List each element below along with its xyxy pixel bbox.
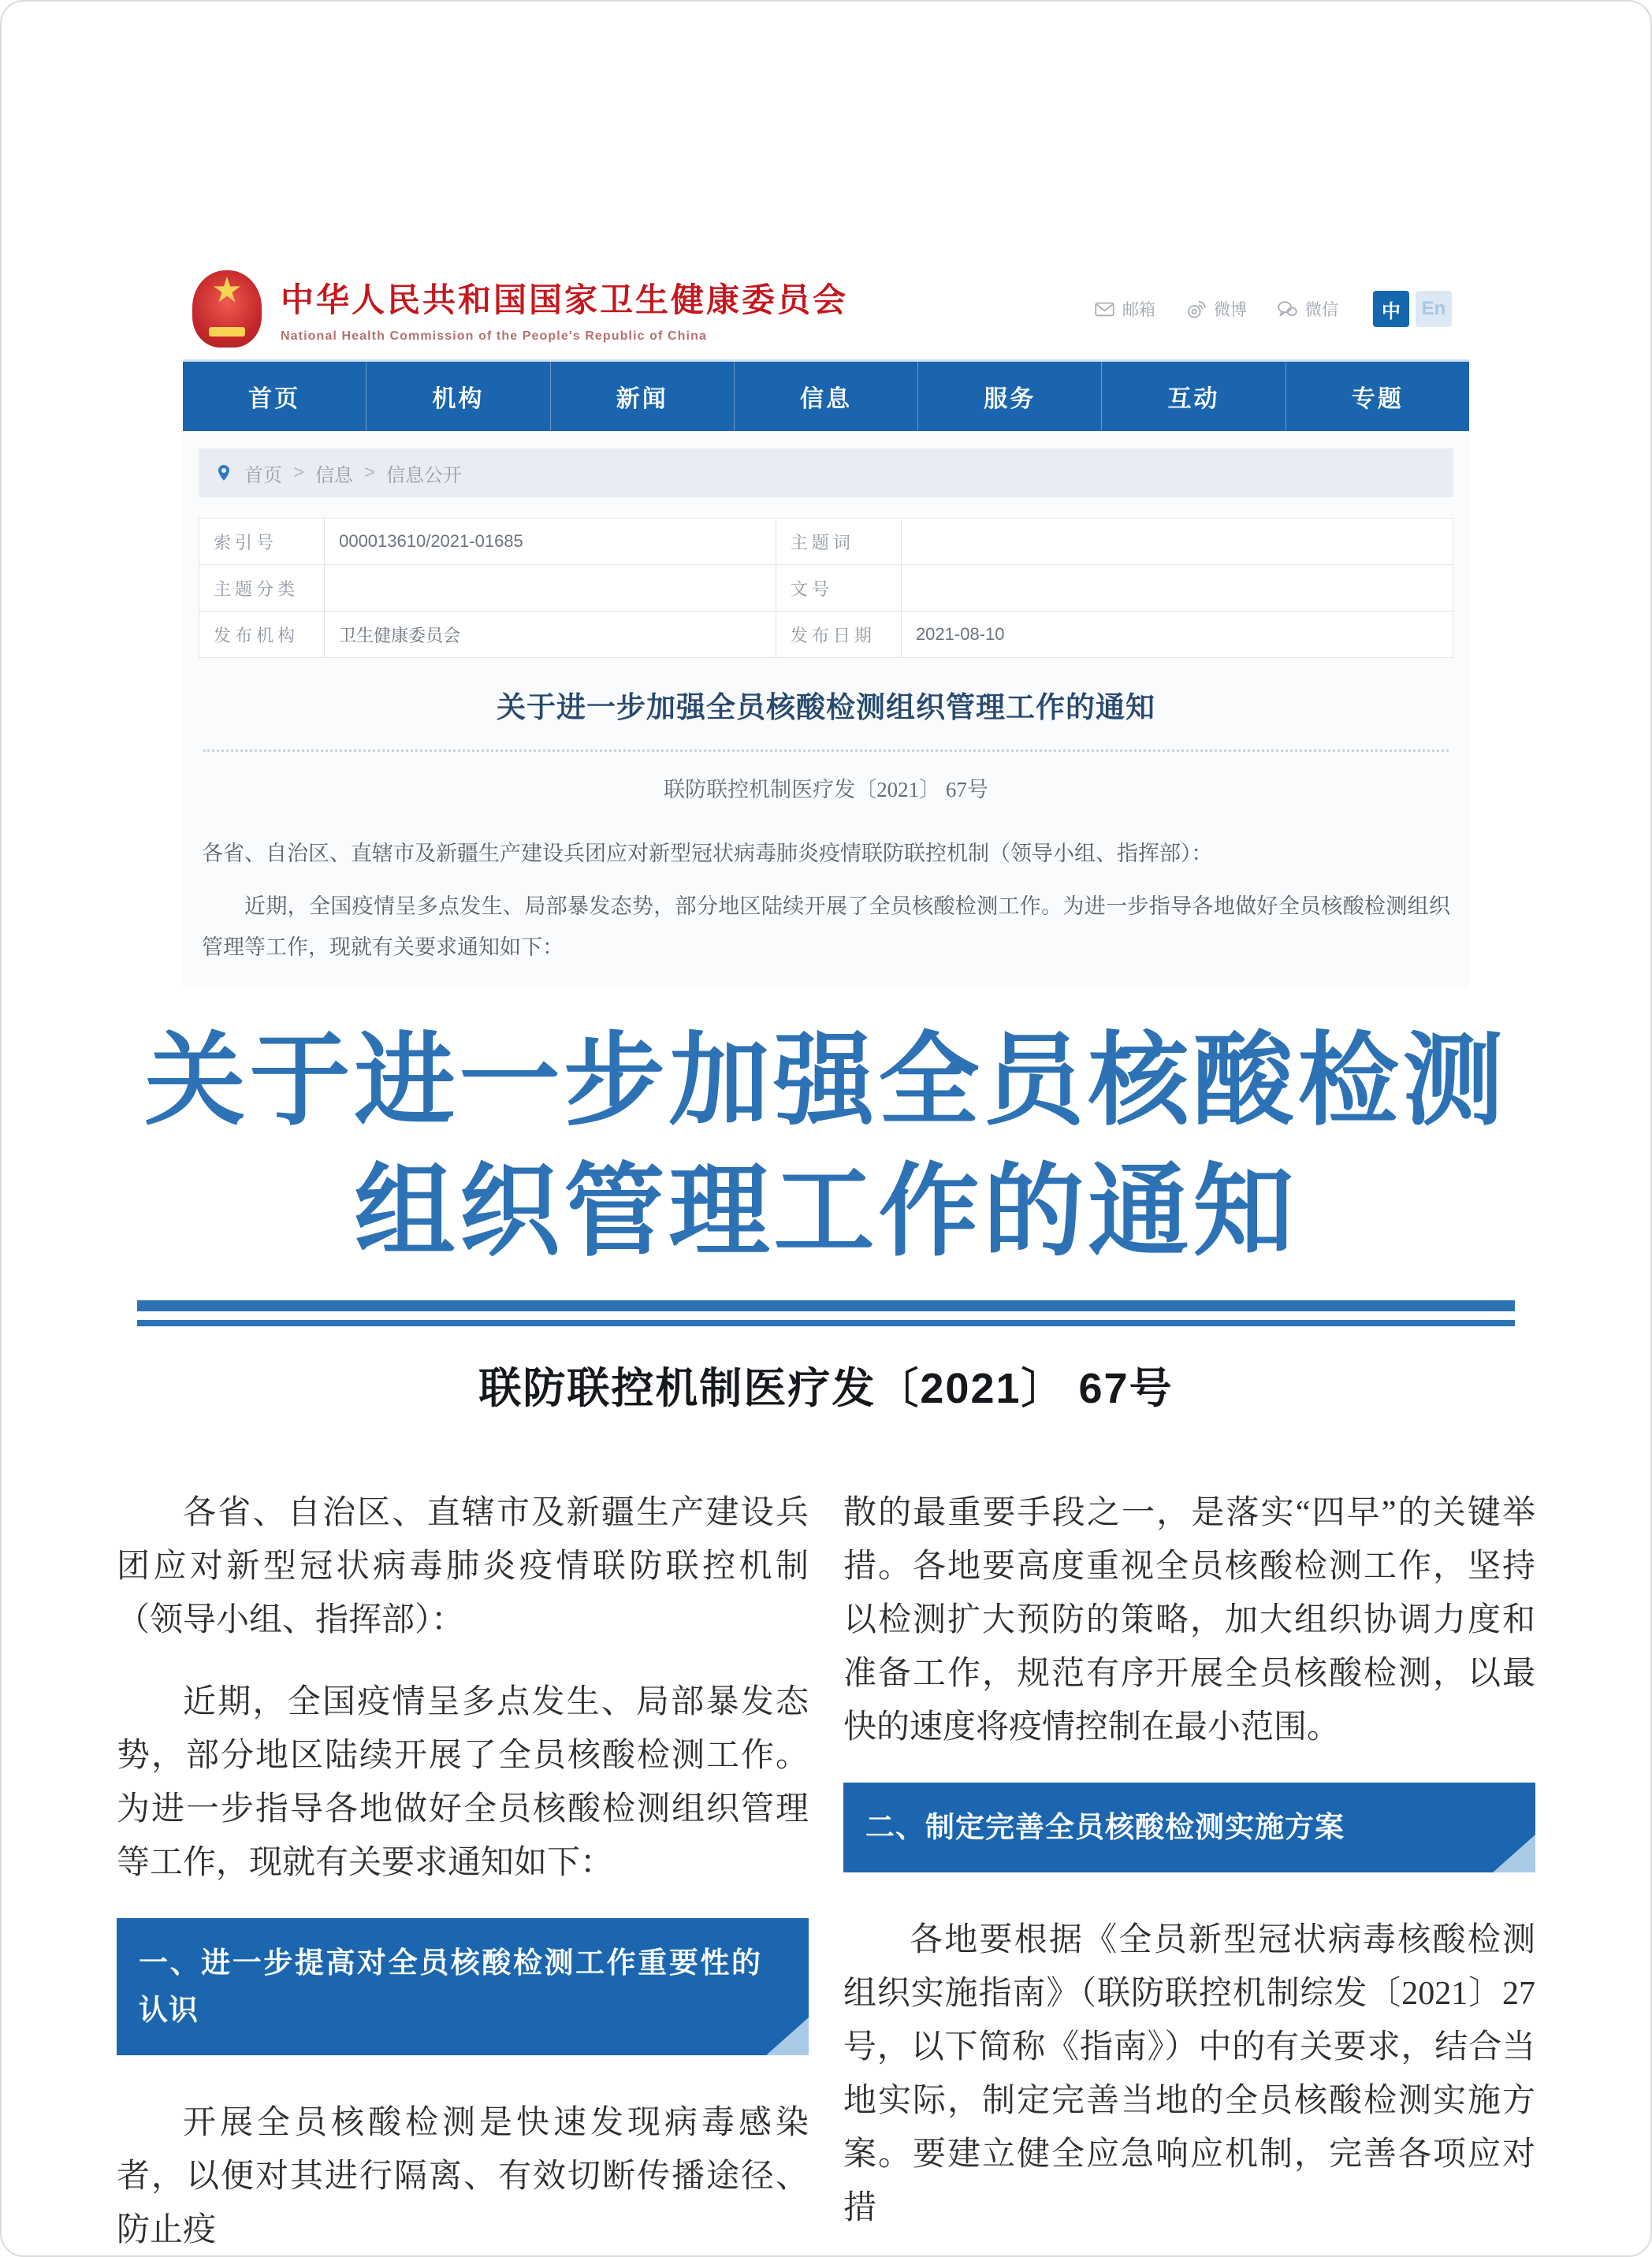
header-quick-links	[1094, 291, 1460, 327]
section-heading-2	[843, 1783, 1535, 1872]
paragraph-intro: 近期，全国疫情呈多点发生、局部暴发态势，部分地区陆续开展了全员核酸检测工作。为进一步指导各地做好全员核酸检测组织管理等工作，现就有关要求通知如下：	[117, 1683, 809, 1881]
mail-link[interactable]	[1094, 297, 1155, 321]
article-body	[117, 1486, 1535, 2257]
lang-en-button[interactable]: En	[1416, 291, 1452, 327]
nav-item-news[interactable]: 新闻	[550, 362, 734, 431]
hero-document-number: 联防联控机制医疗发〔2021〕 67号	[478, 1364, 1174, 1412]
weibo-link[interactable]	[1185, 297, 1247, 321]
wechat-icon	[1277, 299, 1298, 320]
rule-thin	[137, 1320, 1515, 1326]
main-nav	[183, 359, 1469, 431]
site-content	[183, 431, 1469, 987]
nhc-logo[interactable]	[192, 270, 848, 348]
hero-title	[2, 1016, 1650, 1278]
left-column	[117, 1486, 809, 2257]
meta-label-index-no: 索引号	[199, 519, 325, 565]
wechat-link[interactable]	[1277, 297, 1338, 321]
site-header	[183, 258, 1469, 359]
meta-value-publisher: 卫生健康委员会	[325, 612, 776, 658]
wechat-link-label: 微信	[1305, 301, 1338, 319]
meta-label-category: 主题分类	[199, 565, 325, 612]
nav-item-topics[interactable]: 专题	[1286, 362, 1469, 431]
hero-title-line1: 关于进一步加强全员核酸检测	[144, 1024, 1508, 1137]
org-name-cn: 中华人民共和国国家卫生健康委员会	[281, 281, 849, 318]
right-column	[843, 1486, 1535, 2257]
meta-label-doc-no: 文号	[776, 565, 901, 612]
nav-item-org[interactable]: 机构	[366, 362, 549, 431]
hero-title-line2: 组织管理工作的通知	[354, 1155, 1298, 1269]
meta-value-category	[325, 565, 776, 612]
shot-paragraph-salutation: 各省、自治区、直辖市及新疆生产建设兵团应对新型冠状病毒肺炎疫情联防联控机制（领导小组、指挥部）：	[202, 842, 1213, 865]
section-heading-1-label: 一、进一步提高对全员核酸检测工作重要性的认识	[139, 1946, 761, 2026]
document-meta-table	[199, 518, 1453, 658]
breadcrumb-separator: >	[364, 462, 376, 483]
meta-value-index-no: 000013610/2021-01685	[325, 519, 776, 565]
lang-zh-button[interactable]: 中	[1373, 291, 1409, 327]
nav-item-interact[interactable]: 互动	[1101, 362, 1285, 431]
weibo-icon	[1185, 299, 1207, 320]
meta-label-publish-date: 发布日期	[776, 612, 901, 658]
shot-paragraph-intro: 近期，全国疫情呈多点发生、局部暴发态势，部分地区陆续开展了全员核酸检测工作。为进一步指导各地做好全员核酸检测组织管理等工作，现就有关要求通知如下：	[202, 894, 1450, 960]
language-switcher	[1373, 291, 1452, 327]
shot-document-number: 联防联控机制医疗发〔2021〕 67号	[664, 778, 988, 801]
paragraph-section1-body: 开展全员核酸检测是快速发现病毒感染者，以便对其进行隔离、有效切断传播途径、防止疫	[117, 2104, 809, 2248]
paragraph-section2-body: 各地要根据《全员新型冠状病毒核酸检测组织实施指南》（联防联控机制综发〔2021〕27号，以下简称《指南》）中的有关要求，结合当地实际，制定完善当地的全员核酸检测实施方案。要建立健全应急响应机制，完善各项应对措	[843, 1921, 1535, 2226]
meta-value-subject-word	[901, 519, 1453, 565]
shot-document-title: 关于进一步加强全员核酸检测组织管理工作的通知	[497, 691, 1155, 723]
paragraph-section1-continued: 散的最重要手段之一，是落实“四早”的关键举措。各地要高度重视全员核酸检测工作，坚持以检测扩大预防的策略，加大组织协调力度和准备工作，规范有序开展全员核酸检测，以最快的速度将疫情控制在最小范围。	[843, 1494, 1535, 1746]
section-heading-2-label: 二、制定完善全员核酸检测实施方案	[865, 1810, 1345, 1843]
meta-value-doc-no	[901, 565, 1453, 612]
meta-label-subject-word: 主题词	[776, 519, 901, 565]
website-screenshot	[183, 258, 1469, 987]
weibo-link-label: 微博	[1214, 301, 1247, 319]
nav-item-info[interactable]: 信息	[734, 362, 917, 431]
rule-thick	[137, 1300, 1515, 1311]
meta-label-publisher: 发布机构	[199, 612, 325, 658]
paragraph-salutation: 各省、自治区、直辖市及新疆生产建设兵团应对新型冠状病毒肺炎疫情联防联控机制（领导小组、指挥部）：	[117, 1494, 809, 1638]
star-icon: ★	[211, 271, 243, 310]
section-heading-1	[117, 1918, 809, 2055]
breadcrumb-home[interactable]: 首页	[244, 464, 282, 486]
breadcrumb-info[interactable]: 信息	[315, 464, 354, 486]
org-names	[281, 274, 848, 344]
mail-icon	[1094, 299, 1115, 320]
org-name-en: National Health Commission of the People's Republic of China	[281, 329, 707, 343]
meta-value-publish-date: 2021-08-10	[901, 612, 1453, 658]
breadcrumb	[199, 448, 1453, 497]
table-row	[199, 565, 1453, 612]
location-pin-icon	[214, 461, 233, 485]
nav-item-service[interactable]: 服务	[917, 362, 1101, 431]
mail-link-label: 邮箱	[1122, 301, 1155, 319]
table-row	[199, 612, 1453, 658]
double-rule	[137, 1300, 1515, 1326]
breadcrumb-info-disclosure[interactable]: 信息公开	[386, 464, 463, 486]
breadcrumb-separator: >	[293, 462, 305, 483]
dashed-divider	[203, 749, 1449, 752]
nav-item-home[interactable]: 首页	[248, 386, 301, 412]
emblem-gate-shape	[209, 327, 245, 337]
national-emblem-icon	[192, 270, 262, 348]
table-row	[199, 519, 1453, 565]
